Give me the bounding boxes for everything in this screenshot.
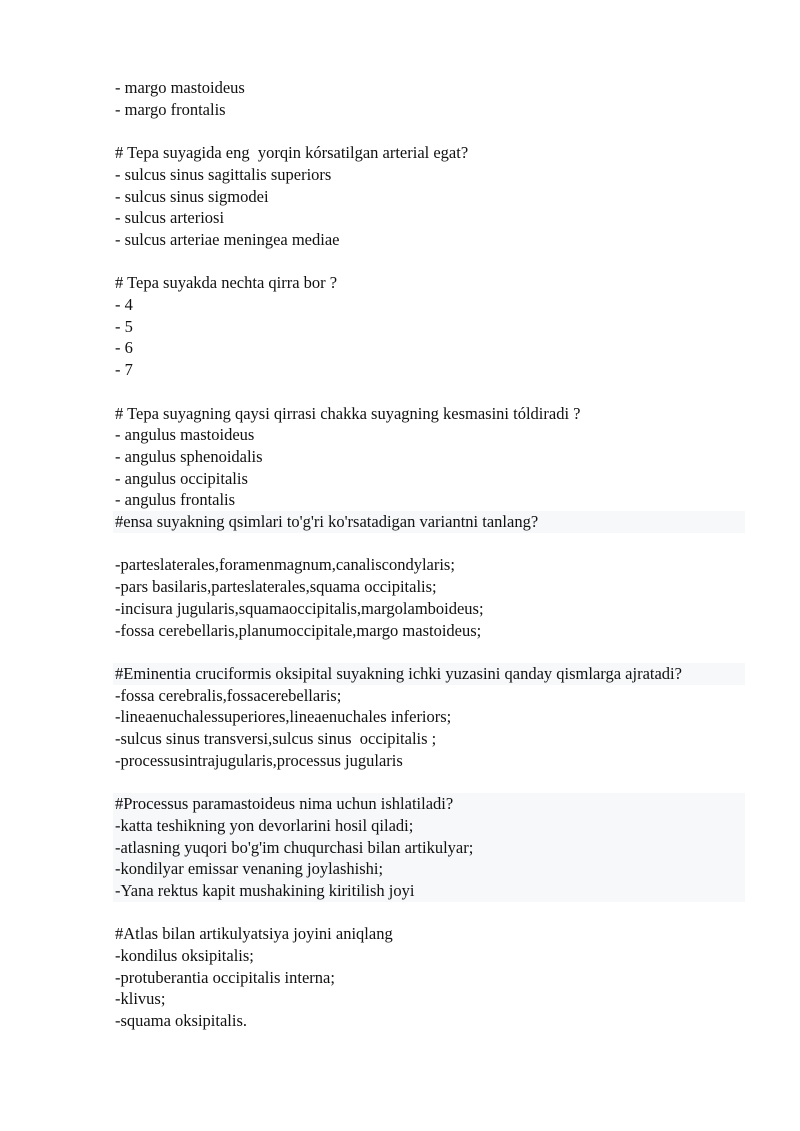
- option-line: - angulus frontalis: [115, 490, 236, 510]
- option-line: -fossa cerebralis,fossacerebellaris;: [115, 685, 342, 705]
- question-block-1: [115, 142, 745, 251]
- option-line: -klivus;: [115, 989, 166, 1009]
- option-line: - sulcus arteriae meningea mediae: [115, 229, 340, 249]
- question-text: # Tepa suyagida eng yorqin kórsatilgan arterial egat?: [115, 143, 469, 163]
- option-line: - angulus mastoideus: [115, 425, 255, 445]
- blank-line: [115, 902, 745, 924]
- question-text: # Tepa suyagning qaysi qirrasi chakka suyagning kesmasini tóldiradi ?: [115, 403, 581, 423]
- option-line: -lineaenuchalessuperiores,lineaenuchales inferiors;: [115, 707, 452, 727]
- option-line: -atlasning yuqori bo'g'im chuqurchasi bilan artikulyar;: [115, 837, 474, 857]
- option-line: - margo frontalis: [115, 99, 226, 119]
- option-line: -katta teshikning yon devorlarini hosil qiladi;: [115, 815, 414, 835]
- question-text: # Tepa suyakda nechta qirra bor ?: [115, 273, 338, 293]
- option-line: -parteslaterales,foramenmagnum,canaliscondylaris;: [115, 555, 455, 575]
- option-line: -incisura jugularis,squamaoccipitalis,margolamboideus;: [115, 598, 484, 618]
- option-line: - 7: [115, 360, 133, 380]
- blank-line: [115, 533, 745, 555]
- option-line: - sulcus sinus sagittalis superiors: [115, 164, 332, 184]
- option-line: - angulus occipitalis: [115, 468, 248, 488]
- option-line: - angulus sphenoidalis: [115, 446, 263, 466]
- question-text: #Atlas bilan artikulyatsiya joyini aniqlang: [115, 924, 393, 944]
- option-line: -kondilyar emissar venaning joylashishi;: [115, 859, 384, 879]
- blank-line: [115, 381, 745, 403]
- option-line: -fossa cerebellaris,planumoccipitale,margo mastoideus;: [115, 620, 482, 640]
- question-block-2: [115, 272, 745, 381]
- option-line: - sulcus sinus sigmodei: [115, 186, 269, 206]
- question-block-5: [115, 663, 745, 772]
- blank-line: [115, 251, 745, 273]
- option-line: -Yana rektus kapit mushakining kiritilish joyi: [115, 880, 415, 900]
- question-block-3: [115, 403, 745, 512]
- option-line: -kondilus oksipitalis;: [115, 946, 254, 966]
- question-text: #Processus paramastoideus nima uchun ishlatiladi?: [115, 794, 454, 814]
- option-line: -processusintrajugularis,processus jugularis: [115, 750, 403, 770]
- document-page: [115, 77, 745, 1032]
- option-line: -protuberantia occipitalis interna;: [115, 967, 335, 987]
- option-line: -squama oksipitalis.: [115, 1011, 247, 1031]
- option-line: - sulcus arteriosi: [115, 208, 225, 228]
- blank-line: [115, 120, 745, 142]
- question-text: #ensa suyakning qsimlari to'g'ri ko'rsatadigan variantni tanlang?: [113, 511, 745, 533]
- option-line: - margo mastoideus: [115, 78, 245, 97]
- option-line: - 6: [115, 338, 133, 358]
- option-line: -sulcus sinus transversi,sulcus sinus occipitalis ;: [115, 729, 437, 749]
- option-line: - 4: [115, 295, 133, 314]
- question-block-7: [115, 923, 745, 1032]
- blank-line: [115, 771, 745, 793]
- question-text: #Eminentia cruciformis oksipital suyakning ichki yuzasini qanday qismlarga ajratadi?: [113, 663, 745, 685]
- answer-block-previous: [115, 77, 745, 120]
- option-line: - 5: [115, 316, 133, 336]
- question-block-6: [113, 793, 745, 902]
- option-line: -pars basilaris,parteslaterales,squama occipitalis;: [115, 577, 437, 597]
- blank-line: [115, 641, 745, 663]
- question-block-4: [115, 511, 745, 641]
